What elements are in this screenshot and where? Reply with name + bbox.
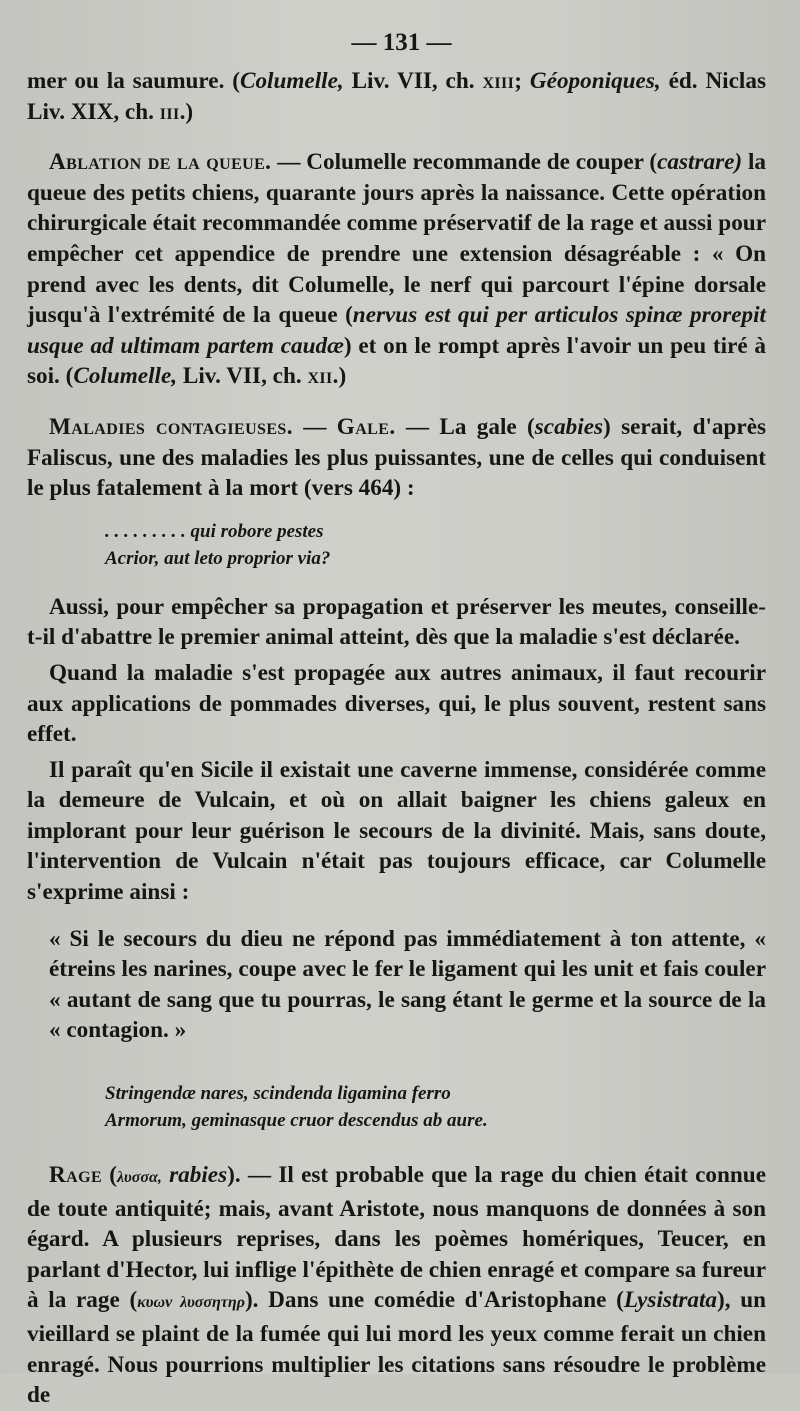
section-heading: Ablation de la queue. xyxy=(49,149,272,176)
section-heading: Maladies contagieuses. xyxy=(49,413,293,440)
text: Liv. VII, ch. xyxy=(343,68,483,94)
verse-quotation xyxy=(27,1080,766,1134)
text: .) xyxy=(179,98,194,125)
latin-quote: nervus est qui per articulos spinæ prorepit usque ad ultimam partem caudæ xyxy=(27,302,766,359)
chapter-number: iii xyxy=(159,98,180,125)
verse-quotation xyxy=(27,518,766,572)
paragraph: Quand la maladie s'est propagée aux autres animaux, il faut recourir aux applications de pommades diverses, qui, le plus souvent, restent sans effet. xyxy=(27,659,766,748)
paragraph-ablation xyxy=(27,147,766,392)
text: éd. Niclas Liv. XIX, ch. xyxy=(27,68,766,125)
text: ). — Il est probable que la rage du chien était connue de toute antiquité; mais, avant Aristote, nous manquons de données à son égard. A plusieurs reprises, dans les poèmes homériques, Teucer, en parlant d'Hector, lui inflige l'épithète de chien enragé et compare sa fureur à la rage ( xyxy=(27,1162,766,1314)
latin-term: rabies xyxy=(169,1162,228,1189)
text: — Columelle recommande de couper ( xyxy=(271,149,658,176)
subsection-heading: Gale. xyxy=(336,413,396,440)
page-number: — 131 — xyxy=(351,29,452,56)
paragraph-continuation xyxy=(27,66,766,127)
text: — La gale ( xyxy=(395,413,535,440)
section-heading: Rage xyxy=(49,1162,103,1189)
latin-term: castrare) xyxy=(657,149,743,176)
verse-line: . . . . . . . . . qui robore pestes xyxy=(105,520,324,542)
text: — xyxy=(292,413,337,440)
text: Liv. VII, ch. xyxy=(177,363,308,390)
latin-term: scabies xyxy=(534,413,604,440)
reference: Columelle, xyxy=(239,68,344,94)
verse-line: Stringendæ nares, scindenda ligamina ferro xyxy=(105,1083,451,1105)
paragraph-rage xyxy=(27,1160,766,1411)
text: ) serait, d'après Faliscus, une des maladies les plus puissantes, une de celles qui conduisent le plus fatalement à la mort (vers 464) : xyxy=(27,413,767,502)
paragraph: Aussi, pour empêcher sa propagation et préserver les meutes, conseille-t-il d'abattre le premier animal atteint, dès que la maladie s'est déclarée. xyxy=(27,593,766,651)
text: ; xyxy=(514,68,530,94)
paragraph-gale xyxy=(27,412,766,504)
text: .) xyxy=(332,363,347,390)
reference: Columelle, xyxy=(73,363,178,390)
verse-line: Acrior, aut leto proprior via? xyxy=(105,547,331,569)
text: mer ou la saumure. ( xyxy=(27,68,240,94)
greek-term: κυων λυσσητηρ xyxy=(137,1294,245,1312)
greek-term: λυσσα, xyxy=(117,1169,162,1187)
paragraph: Il paraît qu'en Sicile il existait une caverne immense, considérée comme la demeure de Vulcain, et où on allait baigner les chiens galeux en implorant pour leur guérison le secours de la divinité. Mais, sans doute, l'intervention de Vulcain n'était pas toujours efficace, car Columelle s'exprime ainsi : xyxy=(27,756,766,906)
text: ) et on le rompt après l'avoir un peu tiré à soi. ( xyxy=(27,332,766,390)
text: ( xyxy=(102,1162,118,1189)
chapter-number: xii xyxy=(307,363,333,390)
work-title: Lysistrata xyxy=(623,1287,718,1314)
text: ). Dans une comédie d'Aristophane ( xyxy=(244,1287,624,1314)
text: la queue des petits chiens, quarante jours après la naissance. Cette opération chirurgicale était recommandée comme préservatif de la rage et aussi pour empêcher cet appendice de prendre une extension désagréable : « On prend avec les dents, dit Columelle, le nerf qui parcourt l'épine dorsale jusqu'à l'extrémité de la queue ( xyxy=(27,149,766,329)
chapter-number: xiii xyxy=(482,68,515,94)
text: ), un vieillard se plaint de la fumée qui lui mord les yeux comme ferait un chien enragé. Nous pourrions multiplier les citations sans résoudre le problème de xyxy=(27,1287,767,1409)
columelle-quote: « Si le secours du dieu ne répond pas immédiatement à ton attente, « étreins les narines, coupe avec le fer le ligament qui les unit et fais couler « autant de sang que tu pourras, le sang étant le germe et la source de la « contagion. » xyxy=(49,925,766,1044)
reference: Géoponiques, xyxy=(529,68,661,94)
verse-line: Armorum, geminasque cruor descendus ab aure. xyxy=(105,1110,488,1132)
